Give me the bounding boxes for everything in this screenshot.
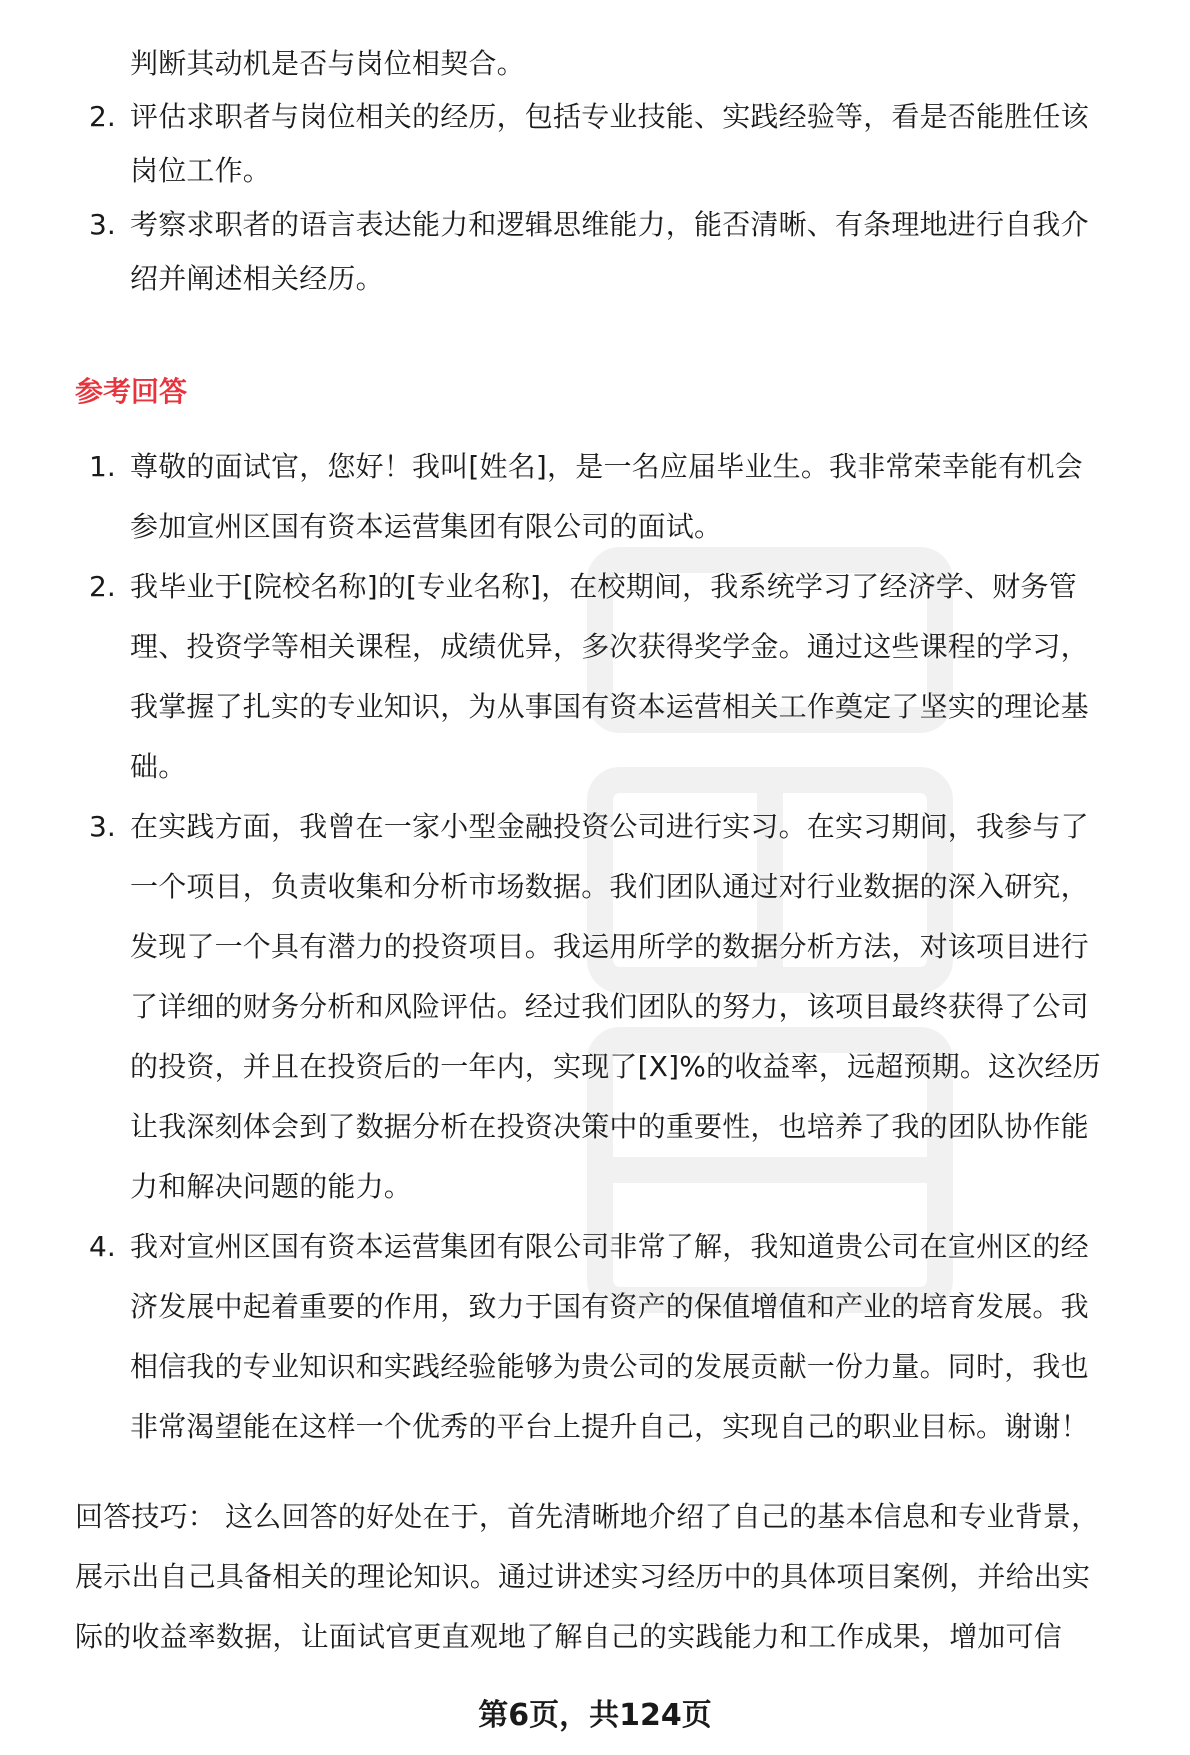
tips-line: 回答技巧： 这么回答的好处在于，首先清晰地介绍了自己的基本信息和专业背景， <box>75 1500 1100 1533</box>
tips-line: 际的收益率数据，让面试官更直观地了解自己的实践能力和工作成果，增加可信 <box>75 1620 1063 1653</box>
list-item-line: 考察求职者的语言表达能力和逻辑思维能力，能否清晰、有条理地进行自我介 <box>130 208 1089 241</box>
list-item-line: 岗位工作。 <box>130 154 272 187</box>
answer-item-number: 1. <box>89 450 116 483</box>
answer-item-number: 3. <box>89 810 116 843</box>
answer-item-number: 4. <box>89 1230 116 1263</box>
answer-item-line: 一个项目，负责收集和分析市场数据。我们团队通过对行业数据的深入研究， <box>130 870 1089 903</box>
answer-item-line: 在实践方面，我曾在一家小型金融投资公司进行实习。在实习期间，我参与了 <box>130 810 1089 843</box>
answer-item-line: 了详细的财务分析和风险评估。经过我们团队的努力，该项目最终获得了公司 <box>130 990 1089 1023</box>
answer-item-line: 的投资，并且在投资后的一年内，实现了[X]%的收益率，远超预期。这次经历 <box>130 1050 1101 1083</box>
answer-item-line: 参加宣州区国有资本运营集团有限公司的面试。 <box>130 510 723 543</box>
answer-item-line: 我毕业于[院校名称]的[专业名称]，在校期间，我系统学习了经济学、财务管 <box>130 570 1077 603</box>
answer-item-number: 2. <box>89 570 116 603</box>
section-heading-reference-answer: 参考回答 <box>75 375 188 408</box>
answer-item-line: 尊敬的面试官，您好！我叫[姓名]，是一名应届毕业生。我非常荣幸能有机会 <box>130 450 1083 483</box>
answer-item-line: 础。 <box>130 750 187 783</box>
answer-item-line: 力和解决问题的能力。 <box>130 1170 413 1203</box>
list-item-line: 绍并阐述相关经历。 <box>130 262 384 295</box>
list-item-number: 2. <box>89 100 116 133</box>
answer-item-line: 我掌握了扎实的专业知识，为从事国有资本运营相关工作奠定了坚实的理论基 <box>130 690 1089 723</box>
answer-item-line: 发现了一个具有潜力的投资项目。我运用所学的数据分析方法，对该项目进行 <box>130 930 1089 963</box>
page-number: 第6页，共124页 <box>478 1698 712 1733</box>
answer-item-line: 让我深刻体会到了数据分析在投资决策中的重要性，也培养了我的团队协作能 <box>130 1110 1089 1143</box>
tips-line: 展示出自己具备相关的理论知识。通过讲述实习经历中的具体项目案例，并给出实 <box>75 1560 1091 1593</box>
answer-item-line: 理、投资学等相关课程，成绩优异，多次获得奖学金。通过这些课程的学习， <box>130 630 1089 663</box>
answer-item-line: 相信我的专业知识和实践经验能够为贵公司的发展贡献一份力量。同时，我也 <box>130 1350 1089 1383</box>
list-item-line: 评估求职者与岗位相关的经历，包括专业技能、实践经验等，看是否能胜任该 <box>130 100 1089 133</box>
answer-item-line: 我对宣州区国有资本运营集团有限公司非常了解，我知道贵公司在宣州区的经 <box>130 1230 1089 1263</box>
answer-item-line: 非常渴望能在这样一个优秀的平台上提升自己，实现自己的职业目标。谢谢！ <box>130 1410 1089 1443</box>
list-item-continuation: 判断其动机是否与岗位相契合。 <box>130 47 525 80</box>
answer-item-line: 济发展中起着重要的作用，致力于国有资产的保值增值和产业的培育发展。我 <box>130 1290 1089 1323</box>
list-item-number: 3. <box>89 208 116 241</box>
